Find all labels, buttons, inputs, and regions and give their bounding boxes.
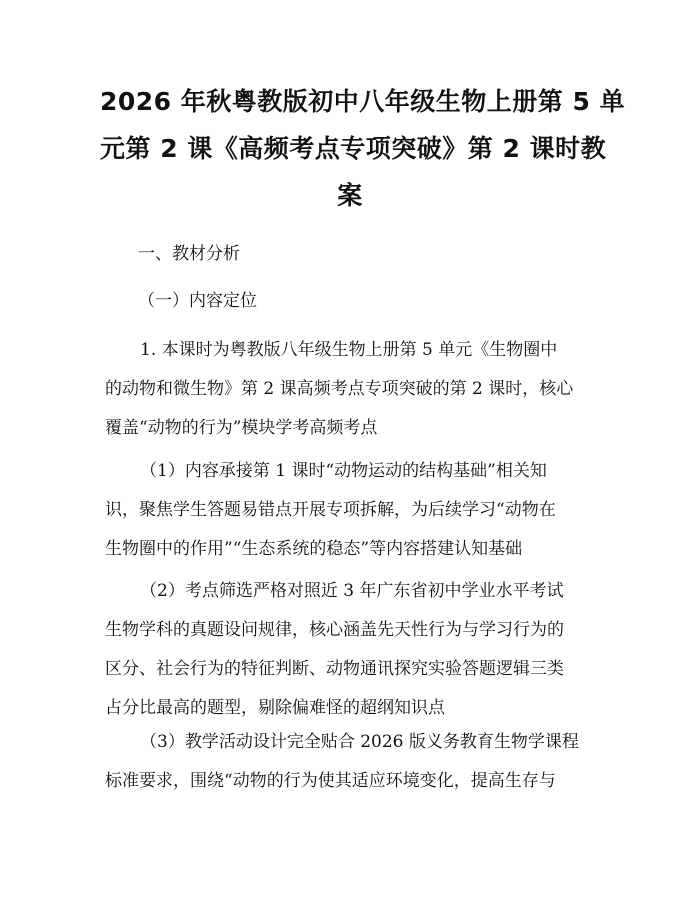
paragraph-line: （1）内容承接第 1 课时“动物运动的结构基础”相关知 bbox=[140, 461, 547, 481]
section-heading: 一、教材分析 bbox=[138, 244, 240, 264]
title-line: 2026 年秋粤教版初中八年级生物上册第 5 单 bbox=[100, 87, 626, 116]
paragraph bbox=[105, 572, 605, 728]
paragraph-line: 生物学科的真题设问规律，核心涵盖先天性行为与学习行为的 bbox=[105, 620, 564, 640]
paragraph bbox=[105, 331, 605, 448]
paragraph bbox=[105, 723, 605, 801]
paragraph-line: 占分比最高的题型，剔除偏难怪的超纲知识点 bbox=[105, 698, 445, 718]
paragraph-line: 识，聚焦学生答题易错点开展专项拆解，为后续学习“动物在 bbox=[105, 500, 556, 520]
paragraph-line: 1. 本课时为粤教版八年级生物上册第 5 单元《生物圈中 bbox=[140, 340, 558, 360]
paragraph bbox=[105, 452, 605, 569]
paragraph-line: 标准要求，围绕“动物的行为使其适应环境变化，提高生存与 bbox=[105, 771, 556, 791]
paragraph-line: 的动物和微生物》第 2 课高频考点专项突破的第 2 课时，核心 bbox=[105, 379, 574, 399]
subsection-heading: （一）内容定位 bbox=[138, 291, 257, 311]
document-title bbox=[100, 78, 626, 219]
paragraph-line: （2）考点筛选严格对照近 3 年广东省初中学业水平考试 bbox=[140, 581, 564, 601]
paragraph-line: 覆盖“动物的行为”模块学考高频考点 bbox=[105, 418, 378, 438]
title-line: 案 bbox=[337, 181, 363, 210]
title-line: 元第 2 课《高频考点专项突破》第 2 课时教 bbox=[100, 134, 607, 163]
paragraph-line: 生物圈中的作用”“生态系统的稳态”等内容搭建认知基础 bbox=[105, 539, 523, 559]
paragraph-line: （3）教学活动设计完全贴合 2026 版义务教育生物学课程 bbox=[140, 732, 579, 752]
paragraph-line: 区分、社会行为的特征判断、动物通讯探究实验答题逻辑三类 bbox=[105, 659, 564, 679]
